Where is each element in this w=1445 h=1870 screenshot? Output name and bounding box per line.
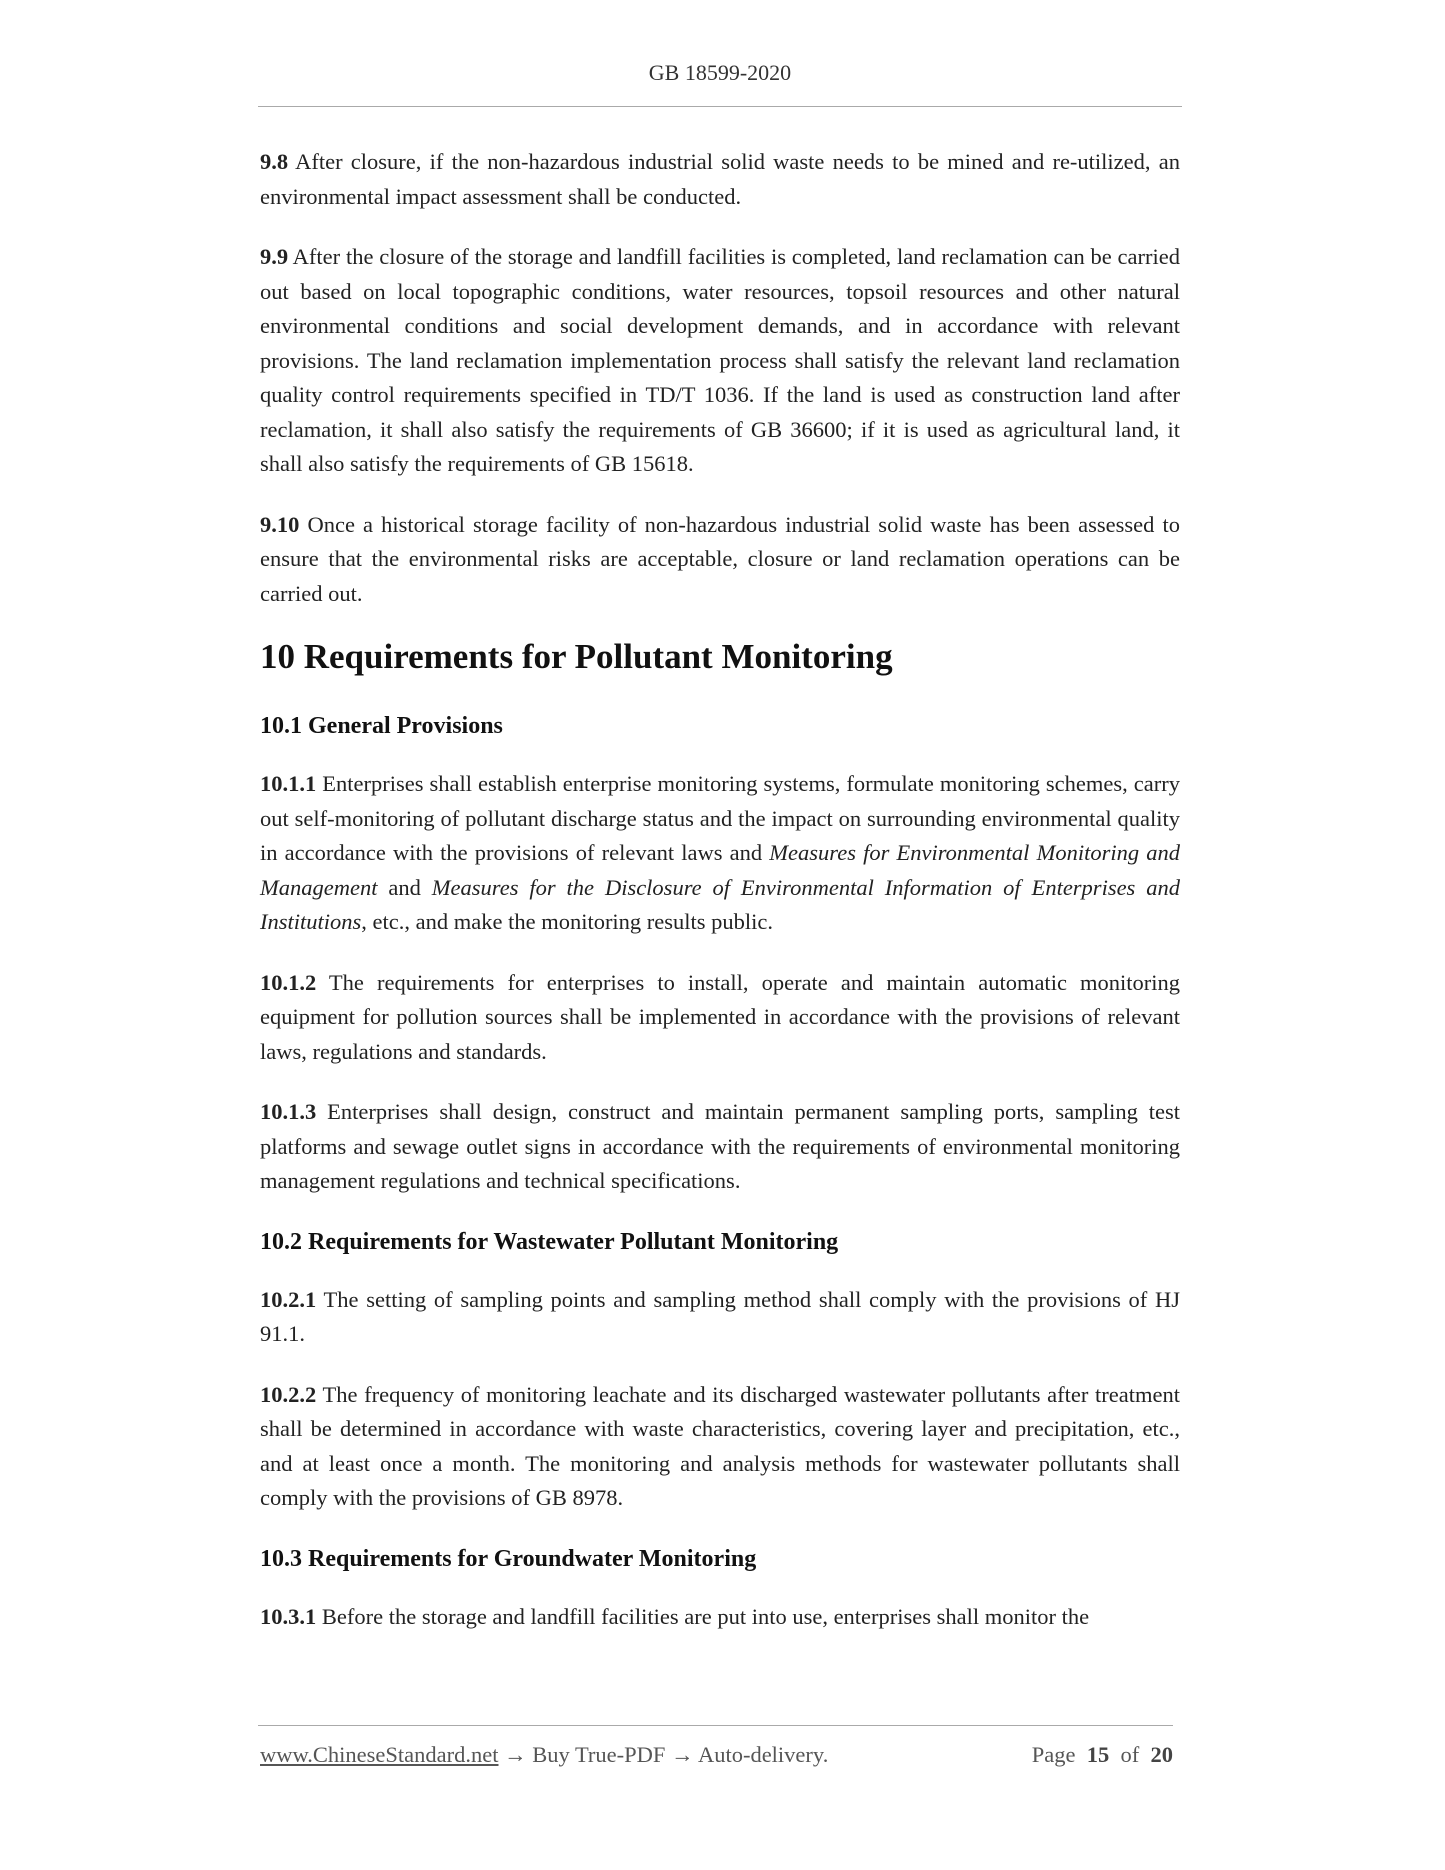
buy-text: Buy True-PDF bbox=[532, 1742, 666, 1767]
header-divider bbox=[258, 106, 1182, 107]
clause-number: 9.8 bbox=[260, 149, 289, 174]
clause-text: After the closure of the storage and landfill facilities is completed, land reclamation can be carried out based on local topographic conditions, water resources, topsoil resources and other natural environmental conditions and social development demands, and in accordance with relevant provisions. The land reclamation implementation process shall satisfy the relevant land reclamation quality control requirements specified in TD/T 1036. If the land is used as construction land after reclamation, it shall also satisfy the requirements of GB 36600; if it is used as agricultural land, it shall also satisfy the requirements of GB 15618. bbox=[260, 244, 1180, 476]
arrow-icon: → bbox=[498, 1742, 533, 1767]
page-number: 15 bbox=[1086, 1742, 1110, 1767]
clause-10-2-2 bbox=[260, 1378, 1180, 1516]
clause-9-10 bbox=[260, 508, 1180, 612]
of-word: of bbox=[1120, 1742, 1140, 1767]
section-10-heading: 10 Requirements for Pollutant Monitoring bbox=[260, 637, 893, 676]
clause-text: The frequency of monitoring leachate and its discharged wastewater pollutants after treatment shall be determined in accordance with waste characteristics, covering layer and precipitation, etc., and at least once a month. The monitoring and analysis methods for wastewater pollutants shall comply with the provisions of GB 8978. bbox=[260, 1381, 1180, 1510]
subsection-10-2-heading: 10.2 Requirements for Wastewater Pollutant Monitoring bbox=[260, 1228, 839, 1255]
clause-number: 10.1.2 bbox=[260, 969, 317, 995]
clause-9-9 bbox=[260, 240, 1180, 482]
clause-9-8 bbox=[260, 145, 1180, 214]
page-word: Page bbox=[1031, 1742, 1076, 1767]
clause-number: 10.3.1 bbox=[260, 1603, 317, 1629]
page-indicator bbox=[1032, 1742, 1173, 1768]
page-content bbox=[260, 145, 1180, 1660]
site-link[interactable]: www.ChineseStandard.net bbox=[260, 1742, 499, 1767]
clause-text: The requirements for enterprises to install, operate and maintain automatic monitoring equipment for pollution sources shall be implemented in accordance with the provisions of relevant laws, regulations and standards. bbox=[260, 969, 1180, 1064]
clause-text: Once a historical storage facility of non-hazardous industrial solid waste has been assessed to ensure that the environmental risks are acceptable, closure or land reclamation operations can be carried out. bbox=[260, 511, 1180, 606]
clause-text: Enterprises shall establish enterprise monitoring systems, formulate monitoring schemes, carry out self-monitoring of pollutant discharge status and the impact on surrounding environmental quality in accordance with the provisions of relevant laws and bbox=[260, 771, 1180, 865]
clause-10-1-3 bbox=[260, 1095, 1180, 1199]
clause-10-1-1 bbox=[260, 767, 1180, 940]
footer-divider bbox=[258, 1725, 1173, 1726]
subsection-10-1-heading: 10.1 General Provisions bbox=[260, 713, 503, 739]
footer-promo bbox=[260, 1742, 828, 1768]
subsection-10-3-heading: 10.3 Requirements for Groundwater Monitoring bbox=[260, 1545, 757, 1572]
cited-measures-disclosure: Measures for the Disclosure of Environmental Information of Enterprises and Institutions bbox=[260, 874, 1180, 934]
clause-number: 10.2.2 bbox=[260, 1381, 317, 1407]
clause-number: 10.1.3 bbox=[260, 1099, 317, 1124]
clause-number: 10.2.1 bbox=[260, 1286, 317, 1312]
clause-text: After closure, if the non-hazardous industrial solid waste needs to be mined and re-utilized, an environmental impact assessment shall be conducted. bbox=[260, 149, 1180, 209]
clause-number: 9.9 bbox=[260, 244, 289, 269]
clause-text: Enterprises shall design, construct and maintain permanent sampling ports, sampling test platforms and sewage outlet signs in accordance with the requirements of environmental monitoring management regulations and technical specifications. bbox=[260, 1099, 1180, 1193]
clause-number: 10.1.1 bbox=[260, 771, 317, 796]
page-total: 20 bbox=[1150, 1742, 1173, 1767]
clause-number: 9.10 bbox=[260, 511, 300, 537]
clause-10-2-1 bbox=[260, 1283, 1180, 1352]
clause-text: , etc., and make the monitoring results public. bbox=[361, 909, 774, 934]
clause-text: and bbox=[377, 874, 432, 900]
clause-text: The setting of sampling points and sampling method shall comply with the provisions of HJ 91.1. bbox=[260, 1286, 1180, 1346]
clause-text: Before the storage and landfill facilities are put into use, enterprises shall monitor the bbox=[316, 1603, 1090, 1629]
page-header: GB 18599-2020 bbox=[648, 60, 792, 85]
clause-10-3-1 bbox=[260, 1600, 1180, 1635]
delivery-text: Auto-delivery. bbox=[697, 1742, 829, 1767]
arrow-icon: → bbox=[665, 1742, 698, 1767]
clause-10-1-2 bbox=[260, 966, 1180, 1070]
cited-measures-monitoring: Measures for Environmental Monitoring and Management bbox=[260, 840, 1180, 900]
